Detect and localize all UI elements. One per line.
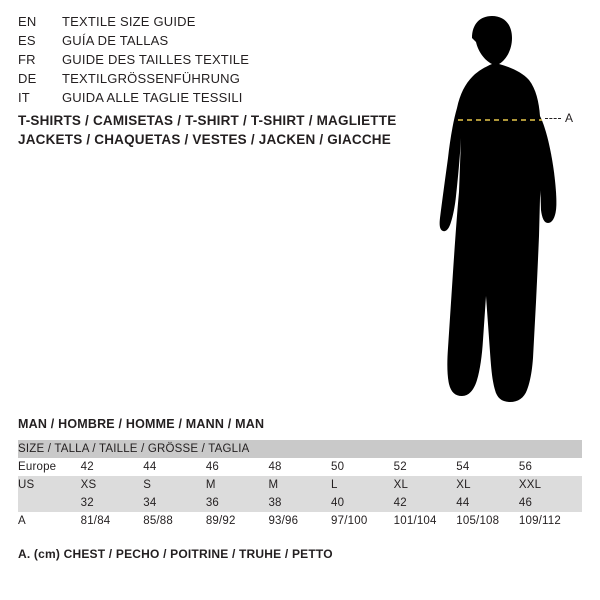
language-code: IT — [18, 90, 30, 105]
cell: 40 — [331, 494, 394, 512]
language-row — [18, 71, 398, 90]
row-label: Europe — [18, 458, 81, 476]
measure-leader-line — [545, 118, 561, 119]
category-list — [18, 111, 396, 149]
row-label: US — [18, 476, 81, 494]
cell: 97/100 — [331, 512, 394, 530]
cell: 42 — [394, 494, 457, 512]
table-row — [18, 494, 582, 512]
cell: 42 — [81, 458, 144, 476]
language-row — [18, 33, 398, 52]
language-code: DE — [18, 71, 37, 86]
cell: 109/112 — [519, 512, 582, 530]
language-list — [18, 14, 398, 109]
language-title: TEXTILGRÖSSENFÜHRUNG — [62, 71, 241, 86]
cell: 54 — [456, 458, 519, 476]
cell: XL — [456, 476, 519, 494]
cell: M — [268, 476, 331, 494]
language-row — [18, 14, 398, 33]
language-title: GUIDE DES TAILLES TEXTILE — [62, 52, 250, 67]
cell: XL — [394, 476, 457, 494]
table-row — [18, 476, 582, 494]
cell: 105/108 — [456, 512, 519, 530]
cell: 46 — [519, 494, 582, 512]
cell: 56 — [519, 458, 582, 476]
language-title: GUÍA DE TALLAS — [62, 33, 169, 48]
table-row — [18, 458, 582, 476]
language-row — [18, 52, 398, 71]
category-tshirts: T-SHIRTS / CAMISETAS / T-SHIRT / T-SHIRT / MAGLIETTE — [18, 113, 397, 128]
table-row — [18, 512, 582, 530]
cell: XS — [81, 476, 144, 494]
size-table-wrapper — [18, 440, 582, 530]
cell: S — [143, 476, 206, 494]
cell: XXL — [519, 476, 582, 494]
language-code: ES — [18, 33, 36, 48]
cell: 81/84 — [81, 512, 144, 530]
cell: 101/104 — [394, 512, 457, 530]
language-code: FR — [18, 52, 36, 67]
table-title-man: MAN / HOMBRE / HOMME / MANN / MAN — [18, 417, 265, 431]
cell: M — [206, 476, 269, 494]
measure-label-a: A — [565, 111, 574, 125]
cell: 93/96 — [268, 512, 331, 530]
figure-illustration — [400, 10, 600, 410]
male-torso-silhouette-icon — [400, 10, 600, 410]
footnote-chest-measure: A. (cm) CHEST / PECHO / POITRINE / TRUHE / PETTO — [18, 547, 333, 561]
size-table-header: SIZE / TALLA / TAILLE / GRÖSSE / TAGLIA — [18, 440, 582, 458]
language-title: GUIDA ALLE TAGLIE TESSILI — [62, 90, 243, 105]
size-table — [18, 440, 582, 530]
cell: 32 — [81, 494, 144, 512]
row-label: A — [18, 512, 81, 530]
row-label — [18, 494, 81, 512]
category-jackets: JACKETS / CHAQUETAS / VESTES / JACKEN / GIACCHE — [18, 132, 391, 147]
cell: 44 — [456, 494, 519, 512]
cell: 48 — [268, 458, 331, 476]
cell: 46 — [206, 458, 269, 476]
language-title: TEXTILE SIZE GUIDE — [62, 14, 196, 29]
cell: 34 — [143, 494, 206, 512]
cell: 44 — [143, 458, 206, 476]
cell: 89/92 — [206, 512, 269, 530]
cell: 50 — [331, 458, 394, 476]
cell: 38 — [268, 494, 331, 512]
language-code: EN — [18, 14, 37, 29]
cell: L — [331, 476, 394, 494]
table-row — [18, 440, 582, 458]
cell: 85/88 — [143, 512, 206, 530]
cell: 52 — [394, 458, 457, 476]
cell: 36 — [206, 494, 269, 512]
language-row — [18, 90, 398, 109]
